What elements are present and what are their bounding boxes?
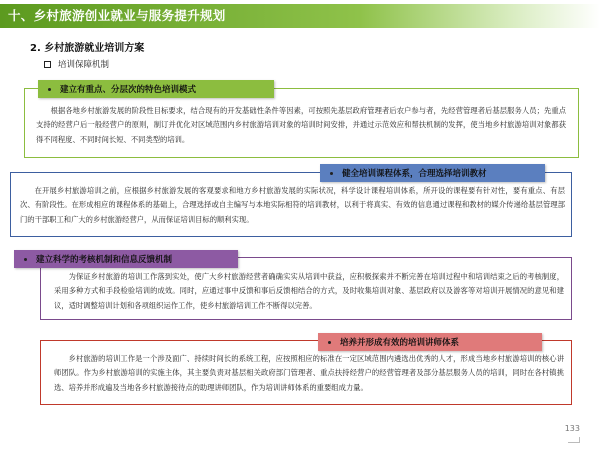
block-tag-1	[38, 80, 274, 98]
block-tag-4	[318, 333, 542, 351]
dot-bullet-icon	[48, 88, 51, 91]
block-tag-label-4: 培养并形成有效的培训讲师体系	[340, 338, 460, 348]
block-text-1: 根据各地乡村旅游发展的阶段性目标要求，结合现有的开发基础性条件等因素，可按照先基层政府管理者后农户参与者，先经营管理者后基层服务人员；先重点支持的经营户后一般经营户的原则，制订并优化对区域范围内乡村旅游培训对象的培训时间安排，并通过示范效应和帮扶机制的发挥，使当地乡村旅游培训对象都获得不同程度、不同时间长短、不同类型的培训。	[36, 106, 566, 144]
dot-bullet-icon	[24, 258, 27, 261]
block-text-4: 乡村旅游的培训工作是一个涉及面广、持续时间长的系统工程，应按照相应的标准在一定区域范围内遴选出优秀的人才，形成当地乡村旅游培训的核心讲师团队。作为乡村旅游培训的实施主体，其主要负责对基层相关政府部门管理者、重点扶持经营户的经营管理者及部分基层服务人员的培训，同时在各村镇挑选、培养并形成遍及当地各乡村旅游接待点的助理讲师团队，作为培训讲师体系的重要组成力量。	[54, 354, 564, 392]
section-heading: 2. 乡村旅游就业培训方案	[30, 43, 145, 54]
page-title: 十、乡村旅游创业就业与服务提升规划	[8, 8, 226, 23]
block-tag-2	[320, 164, 545, 182]
bullet-item	[44, 58, 109, 70]
square-bullet-icon	[44, 61, 51, 68]
title-bar	[0, 4, 600, 28]
block-text-2: 在开展乡村旅游培训之前，应根据乡村旅游发展的客观要求和地方乡村旅游发展的实际状况，科学设计课程培训体系，所开设的课程要有针对性，要有重点、有层次、有阶段性。在形成相应的课程体系的基础上，合理选择或自主编写与本地实际相符的培训教材，以利于将真实、有效的信息通过课程和教材的媒介传递给基层管理部门的干部职工和广大的乡村旅游经营户，从而保证培训目标的顺利实现。	[20, 186, 565, 224]
dot-bullet-icon	[330, 172, 333, 175]
page-number: 133	[564, 424, 580, 433]
block-tag-3	[14, 250, 238, 268]
block-tag-label-2: 健全培训课程体系，合理选择培训教材	[342, 169, 487, 179]
block-text-3: 为保证乡村旅游的培训工作落到实处，使广大乡村旅游经营者确确实实从培训中获益，应积极探索并不断完善在培训过程中和培训结束之后的考核制度，采用多种方式和手段检验培训的成效。同时，应通过事中反馈和事后反馈相结合的方式，及时收集培训对象、基层政府以及游客等对培训开展情况的意见和建议，适时调整培训计划和各项组织运作工作，使乡村旅游培训工作不断得以完善。	[54, 272, 564, 310]
page-corner-mark	[568, 437, 580, 443]
block-tag-label-3: 建立科学的考核机制和信息反馈机制	[36, 255, 173, 265]
block-tag-label-1: 建立有重点、分层次的特色培训模式	[60, 85, 197, 95]
dot-bullet-icon	[328, 341, 331, 344]
bullet-label: 培训保障机制	[58, 60, 110, 70]
